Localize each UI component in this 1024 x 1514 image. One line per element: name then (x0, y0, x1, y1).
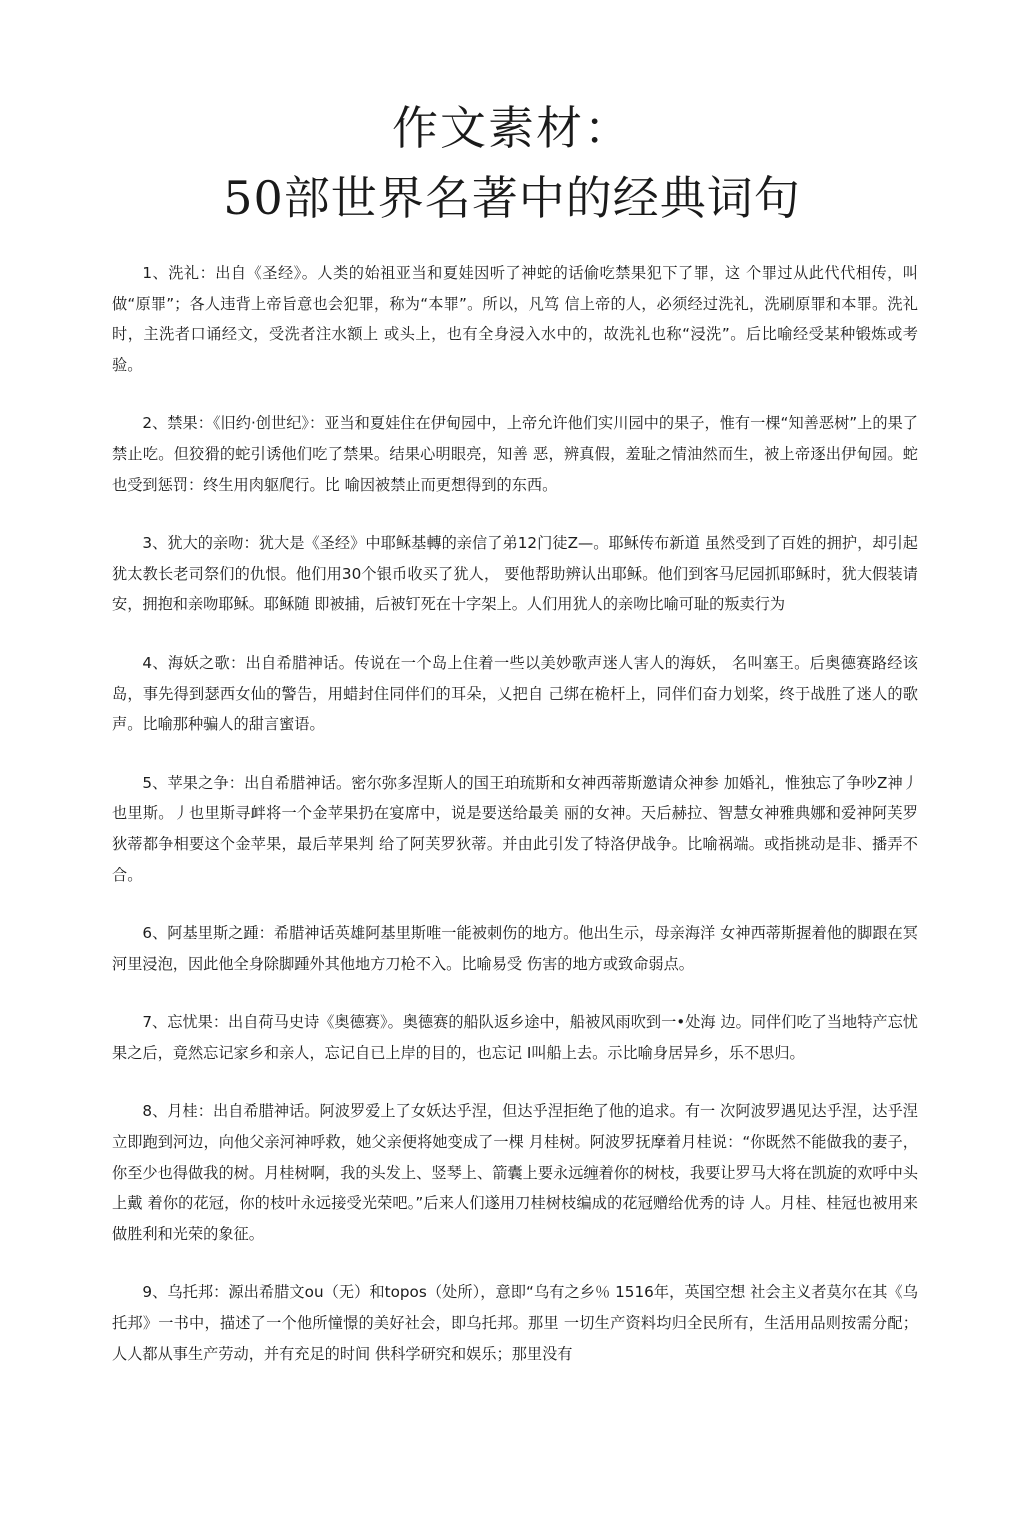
article-body (112, 258, 918, 1369)
paragraph-6: 6、阿基里斯之踵：希腊神话英雄阿基里斯唯一能被刺伤的地方。他出生示，母亲海洋 女神西蒂斯握着他的脚跟在冥河里浸泡，因此他全身除脚踵外其他地方刀枪不入。比喻易受 伤害的地方或致命弱点。 (112, 924, 918, 973)
paragraph-8: 8、月桂：出自希腊神话。阿波罗爱上了女妖达乎涅，但达乎涅拒绝了他的追求。有一 次阿波罗遇见达乎涅，达乎涅立即跑到河边，向他父亲河神呼救，她父亲便将她变成了一棵 月桂树。阿波罗抚摩着月桂说：“你既然不能做我的妻子，你至少也得做我的树。月桂树啊，我的头发上、竖琴上、箭囊上要永远缠着你的树枝，我要让罗马大将在凯旋的欢呼中头上戴 着你的花冠，你的枝叶永远接受光荣吧。”后来人们遂用刀桂树枝编成的花冠赠给优秀的诗 人。月桂、桂冠也被用来做胜利和光荣的象征。 (112, 1102, 918, 1243)
paragraph-9: 9、乌托邦：源出希腊文ou（无）和topos（处所），意即“乌有之乡％ 1516年，英国空想 社会主义者莫尔在其《乌托邦》一书中，描述了一个他所憧憬的美好社会，即乌托邦。那里 一切生产资料均归全民所有，生活用品则按需分配；人人都从事生产劳动，并有充足的时间 供科学研究和娱乐；那里没有 (112, 1283, 918, 1363)
paragraph-3: 3、犹大的亲吻：犹大是《圣经》中耶稣基轉的亲信了弟12门徒Z—。耶稣传布新道 虽然受到了百姓的拥护，却引起犹太教长老司祭们的仇恨。他们用30个银币收买了犹人， 要他帮助辨认出耶稣。他们到客马尼园抓耶稣时，犹大假装请安，拥抱和亲吻耶稣。耶稣随 即被捕，后被钉死在十字架上。人们用犹人的亲吻比喻可耻的叛卖行为 (112, 534, 918, 614)
paragraph-7: 7、忘忧果：出自荷马史诗《奥德赛》。奥德赛的船队返乡途中，船被风雨吹到一•处海 边。同伴们吃了当地特产忘忧果之后，竟然忘记家乡和亲人，忘记自已上岸的目的，也忘记 I叫船上去。示比喻身居异乡，乐不思归。 (112, 1013, 918, 1062)
page-title-line-1: 作文素材： (392, 101, 632, 155)
paragraph-5: 5、苹果之争：出自希腊神话。密尔弥多涅斯人的国王珀琉斯和女神西蒂斯邀请众神参 加婚礼，惟独忘了争吵Z神丿也里斯。丿也里斯寻衅将一个金苹果扔在宴席中，说是要送给最美 丽的女神。天后赫拉、智慧女神雅典娜和爱神阿芙罗狄蒂都争相要这个金苹果，最后苹果判 给了阿芙罗狄蒂。并由此引发了特洛伊战争。比喻祸端。或指挑动是非、播弄不合。 (112, 773, 918, 884)
page-title-line-2: 50部世界名著中的经典词句 (223, 171, 801, 225)
paragraph-1: 1、洗礼：出自《圣经》。人类的始祖亚当和夏娃因听了神蛇的话偷吃禁果犯下了罪，这 个罪过从此代代相传，叫做“原罪”；各人违背上帝旨意也会犯罪，称为“本罪”。所以，凡笃 信上帝的人，必须经过洗礼，洗刷原罪和本罪。洗礼时，主洗者口诵经文，受洗者注水额上 或头上，也有全身浸入水中的，故洗礼也称“浸洗”。后比喻经受某种锻炼或考验。 (112, 264, 918, 374)
paragraph-2: 2、禁果：《旧约·创世纪》：亚当和夏娃住在伊甸园中，上帝允许他们实川园中的果子，惟有一棵“知善恶树”上的果了禁止吃。但狡猾的蛇引诱他们吃了禁果。结果心明眼亮，知善 恶，辨真假，羞耻之情油然而生，被上帝逐出伊甸园。蛇也受到惩罚：终生用肉躯爬行。比 喻因被禁止而更想得到的东西。 (112, 414, 918, 494)
paragraph-4: 4、海妖之歌：出自希腊神话。传说在一个岛上住着一些以美妙歌声迷人害人的海妖， 名叫塞王。后奥德赛路经该岛，事先得到瑟西女仙的警告，用蜡封住同伴们的耳朵，乂把自 己绑在桅杆上，同伴们奋力划桨，终于战胜了迷人的歌声。比喻那种骗人的甜言蜜语。 (112, 653, 918, 734)
